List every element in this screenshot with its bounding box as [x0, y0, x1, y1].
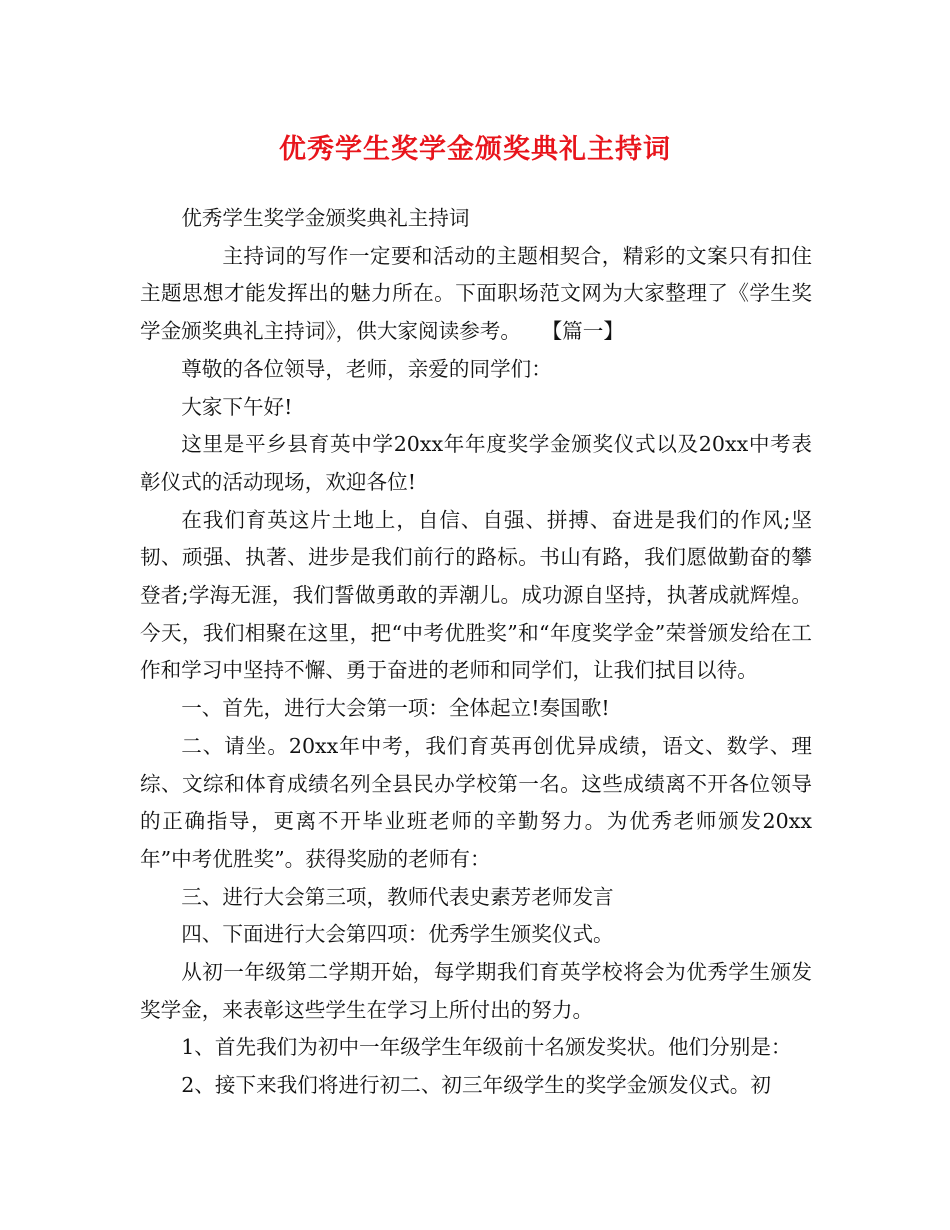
paragraph-item-4: 四、下面进行大会第四项：优秀学生颁奖仪式。: [181, 922, 614, 947]
document-body: [140, 200, 812, 1105]
paragraph-spirit: 在我们育英这片土地上，自信、自强、拼搏、奋进是我们的作风;坚韧、顽强、执著、进步是我们前行的路标。书山有路，我们愿做勤奋的攀登者;学海无涯，我们誓做勇敢的弄潮儿。成功源自坚持，执著成就辉煌。今天，我们相聚在这里，把“中考优胜奖”和“年度奖学金”荣誉颁发给在工作和学习中坚持不懈、勇于奋进的老师和同学们，让我们拭目以待。: [140, 507, 812, 683]
paragraph-scholarship: 从初一年级第二学期开始，每学期我们育英学校将会为优秀学生颁发奖学金，来表彰这些学生在学习上所付出的努力。: [140, 960, 812, 1022]
paragraph-grade-one: 1、首先我们为初中一年级学生年级前十名颁发奖状。他们分别是：: [181, 1035, 792, 1060]
paragraph-subtitle: 优秀学生奖学金颁奖典礼主持词: [181, 206, 470, 230]
paragraph-item-1: 一、首先，进行大会第一项：全体起立!奏国歌!: [181, 696, 610, 721]
document-title: 优秀学生奖学金颁奖典礼主持词: [279, 134, 671, 165]
paragraph-item-3: 三、进行大会第三项，教师代表史素芳老师发言: [181, 884, 614, 909]
paragraph-good-afternoon: 大家下午好!: [181, 394, 293, 419]
paragraph-grade-two-three: 2、接下来我们将进行初二、初三年级学生的奖学金颁发仪式。初: [181, 1073, 771, 1098]
paragraph-intro: 主持词的写作一定要和活动的主题相契合，精彩的文案只有扣住主题思想才能发挥出的魅力所在。下面职场范文网为大家整理了《学生奖学金颁奖典礼主持词》，供大家阅读参考。 【篇一】: [140, 243, 812, 344]
paragraph-venue: 这里是平乡县育英中学20xx年年度奖学金颁奖仪式以及20xx中考表彰仪式的活动现场，欢迎各位!: [140, 432, 812, 494]
paragraph-item-2: 二、请坐。20xx年中考，我们育英再创优异成绩，语文、数学、理综、文综和体育成绩名列全县民办学校第一名。这些成绩离不开各位领导的正确指导，更离不开毕业班老师的辛勤努力。为优秀老师颁发20xx年”中考优胜奖”。获得奖励的老师有：: [140, 733, 812, 871]
paragraph-greeting: 尊敬的各位领导，老师，亲爱的同学们：: [181, 356, 552, 381]
